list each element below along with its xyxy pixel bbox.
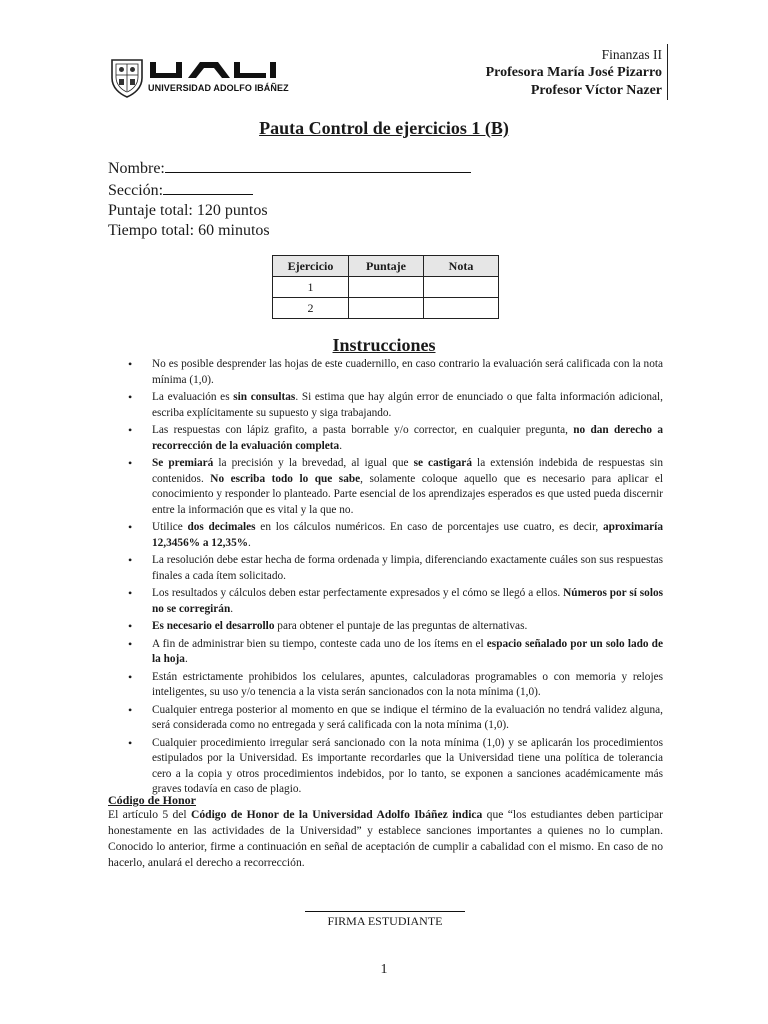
list-item	[108, 703, 663, 734]
name-field-row	[108, 157, 471, 179]
exercise-cell: 2	[273, 298, 349, 319]
page-header	[0, 0, 768, 100]
section-blank[interactable]	[163, 179, 253, 195]
course-info	[486, 46, 662, 100]
list-item	[108, 619, 663, 635]
score-table	[272, 255, 499, 319]
text-run: para obtener el puntaje de las preguntas de alternativas.	[274, 620, 528, 632]
text-run: .	[339, 439, 343, 452]
list-item	[108, 736, 663, 798]
exercise-cell: 1	[273, 277, 349, 298]
student-fields	[108, 157, 471, 241]
text-run: la precisión y la brevedad, al igual que	[213, 457, 414, 469]
list-item	[108, 586, 663, 617]
name-blank[interactable]	[165, 157, 471, 173]
signature-line	[305, 911, 465, 912]
bold-text: Números por sí solos no se corregirán	[152, 587, 664, 615]
grade-cell	[424, 277, 499, 298]
text-run: en los cálculos numéricos. En caso de porcentajes use cuatro, es decir,	[255, 521, 603, 533]
bold-text: aproximaría 12,3456% a 12,35%	[152, 521, 663, 549]
text-run: la extensión indebida de respuestas sin contenidos.	[152, 457, 664, 485]
text-run: .	[230, 602, 234, 615]
university-logo	[110, 58, 289, 100]
uai-letters-icon	[148, 60, 278, 82]
bold-text: espacio señalado por un solo lado de la hoja	[152, 637, 663, 665]
instructions-list	[108, 357, 663, 800]
col-header-exercise: Ejercicio	[273, 256, 349, 277]
text-run: Los resultados y cálculos deben estar perfectamente expresados y el cómo se llegó a ellos.	[152, 587, 564, 599]
list-item	[108, 390, 663, 421]
text-run: Cualquier procedimiento irregular será sancionado con la nota mínima (1,0) y se aplicarán los procedimientos estipulados por la Universidad. Es importante recordarles que la Universidad tiene una política de tolerancia cero a la copia y otros procedimientos indebidos, por lo tanto, se exponen a sanciones académicamente más graves todavía en caso de plagio.	[152, 736, 663, 795]
signature-label: FIRMA ESTUDIANTE	[327, 914, 443, 928]
professor-2: Profesor Víctor Nazer	[530, 83, 662, 98]
bold-text: Es necesario el desarrollo	[152, 620, 275, 632]
text-run: Cualquier entrega posterior al momento en que se indique el término de la evaluación no tendrá validez alguna, será considerada como no entregada y será calificada con la nota mínima (1,0).	[152, 703, 663, 731]
total-score-text: Puntaje total: 120 puntos	[108, 202, 268, 219]
grade-cell	[424, 298, 499, 319]
score-cell	[349, 298, 424, 319]
col-header-score: Puntaje	[349, 256, 424, 277]
total-time-text: Tiempo total: 60 minutos	[108, 222, 270, 239]
list-item	[108, 357, 663, 388]
section-label: Sección:	[108, 182, 164, 199]
table-row	[273, 277, 499, 298]
text-run: Las respuestas con lápiz grafito, a pasta borrable y/o corrector, en cualquier pregunta,	[152, 424, 574, 436]
bold-text: Se premiará	[152, 457, 214, 469]
bold-text: dos decimales	[187, 521, 256, 533]
page-title: Pauta Control de ejercicios 1 (B)	[259, 118, 509, 138]
text-run: A fin de administrar bien su tiempo, conteste cada uno de los ítems en el	[152, 637, 487, 650]
col-header-grade: Nota	[424, 256, 499, 277]
list-item	[108, 520, 663, 551]
header-divider	[667, 44, 668, 100]
bold-text: se castigará	[413, 457, 472, 469]
crest-icon	[110, 58, 144, 98]
honor-code-title: Código de Honor	[108, 793, 197, 807]
text-run: .	[184, 653, 188, 665]
bold-text: Código de Honor de la Universidad Adolfo Ibáñez indica	[190, 808, 483, 821]
text-run: , solamente coloque aquello que es necesario para aplicar el conocimiento y responder lo planteado. Parte esencial de los aprendizajes esperados es que usted pueda discernir entre la información que es vital y la que no.	[152, 472, 663, 516]
text-run: Utilice	[152, 521, 188, 533]
list-item	[108, 670, 663, 701]
bold-text: sin consultas	[233, 391, 296, 403]
text-run: .	[248, 536, 251, 549]
table-row	[273, 298, 499, 319]
bold-text: no dan derecho a recorrección de la evaluación completa	[152, 424, 663, 452]
text-run: El artículo 5 del	[108, 808, 191, 821]
name-label: Nombre:	[108, 160, 165, 177]
honor-code-text	[108, 807, 663, 871]
bold-text: No escriba todo lo que sabe	[210, 472, 361, 485]
list-item	[108, 553, 663, 584]
course-name: Finanzas II	[601, 47, 662, 62]
professor-1: Profesora María José Pizarro	[485, 65, 662, 80]
text-run: . Si estima que hay algún error de enunciado o que falta información adicional, escriba explícitamente su supuesto y siga trabajando.	[152, 391, 663, 419]
score-cell	[349, 277, 424, 298]
text-run: La evaluación es	[152, 391, 234, 403]
list-item	[108, 423, 663, 454]
section-field-row	[108, 179, 471, 201]
list-item	[108, 456, 663, 518]
university-name: UNIVERSIDAD ADOLFO IBÁÑEZ	[148, 83, 289, 93]
instructions-title: Instrucciones	[332, 335, 436, 355]
text-run: No es posible desprender las hojas de este cuadernillo, en caso contrario la evaluación será calificada con la nota mínima (1,0).	[152, 358, 663, 386]
page-number: 1	[380, 962, 388, 977]
text-run: La resolución debe estar hecha de forma ordenada y limpia, diferenciando exactamente cuáles son sus respuestas finales a cada ítem solicitado.	[152, 554, 663, 582]
list-item	[108, 637, 663, 668]
text-run: que “los estudiantes deben participar honestamente en las actividades de la Universidad” y establece sanciones importantes a quienes no lo cumplan. Conocido lo anterior, firme a continuación en señal de aceptación de cumplir a cabalidad con el mismo. En caso de no hacerlo, anulará el derecho a recorrección.	[108, 808, 663, 869]
text-run: Están estrictamente prohibidos los celulares, apuntes, calculadoras programables o con memoria y relojes inteligentes, su uso y/o tenencia a la vista serán sancionados con la nota mínima (1,0).	[152, 670, 663, 698]
score-table-header	[273, 256, 499, 277]
